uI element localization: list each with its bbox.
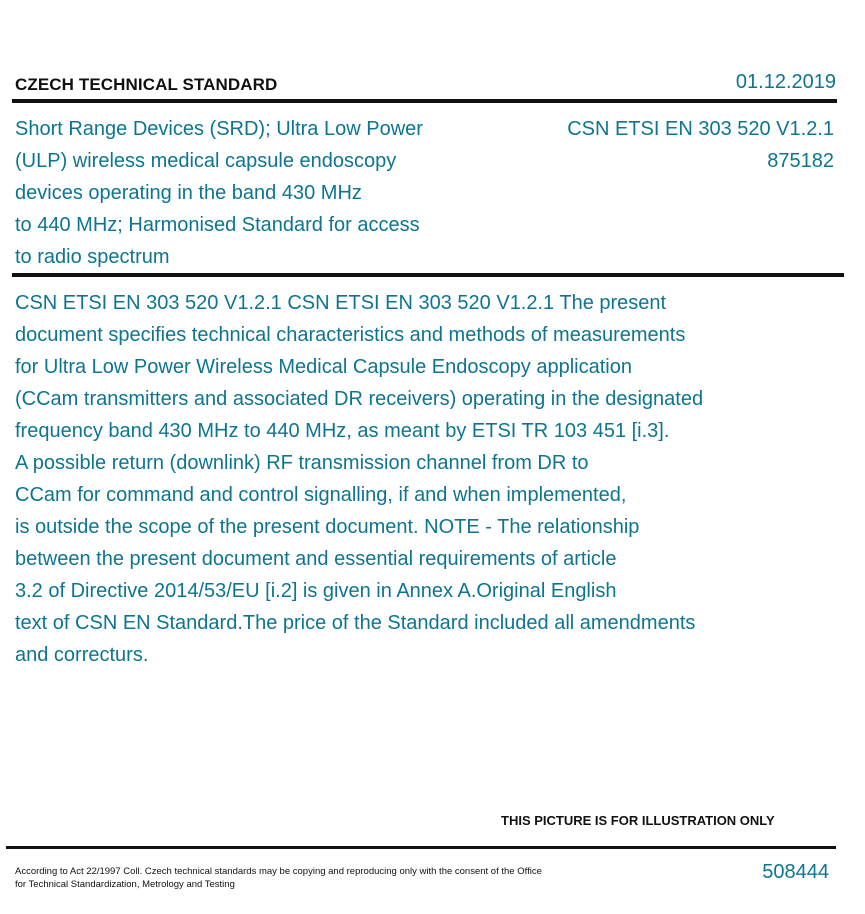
illustration-disclaimer: THIS PICTURE IS FOR ILLUSTRATION ONLY: [501, 813, 775, 828]
footer-document-number: 508444: [762, 861, 829, 883]
publication-date: 01.12.2019: [735, 71, 836, 93]
standard-code: CSN ETSI EN 303 520 V1.2.1: [567, 118, 834, 140]
catalog-number: 875182: [767, 150, 834, 172]
footer-divider: [6, 846, 836, 849]
document-title: Short Range Devices (SRD); Ultra Low Power (ULP) wireless medical capsule endoscopy devices operating in the band 430 MHz to 440 MHz; Harmonised Standard for access to radio spectrum: [15, 118, 423, 268]
document-identifier: [567, 113, 834, 177]
title-divider: [12, 273, 844, 277]
standard-type-label: CZECH TECHNICAL STANDARD: [15, 75, 278, 94]
document-abstract: CSN ETSI EN 303 520 V1.2.1 CSN ETSI EN 303 520 V1.2.1 The present document specifies technical characteristics and methods of measurements for Ultra Low Power Wireless Medical Capsule Endoscopy application (CCam transmitters and associated DR receivers) operating in the designated frequency band 430 MHz to 440 MHz, as meant by ETSI TR 103 451 [i.3]. A possible return (downlink) RF transmission channel from DR to CCam for command and control signalling, if and when implemented, is outside the scope of the present document. NOTE - The relationship between the present document and essential requirements of article 3.2 of Directive 2014/53/EU [i.2] is given in Annex A.Original English text of CSN EN Standard.The price of the Standard included all amendments and correcturs.: [15, 292, 704, 666]
legal-notice: According to Act 22/1997 Coll. Czech technical standards may be copying and reproducing only with the consent of the Office for Technical Standardization, Metrology and Testing: [15, 866, 542, 890]
header-divider: [12, 99, 837, 103]
